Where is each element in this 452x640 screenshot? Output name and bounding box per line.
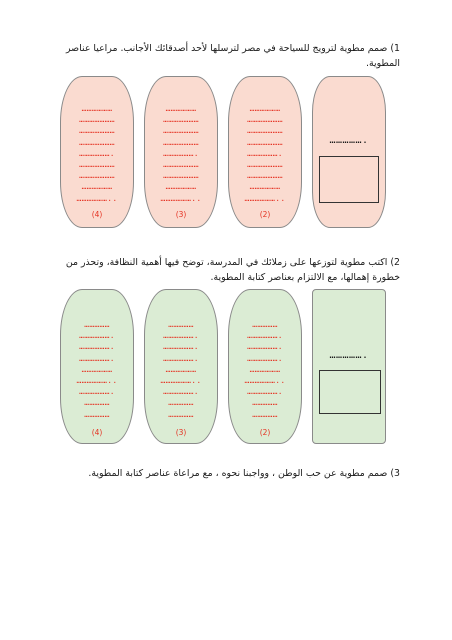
brochure-1-panel-3	[144, 76, 218, 228]
brochure-2-panel-3	[144, 289, 218, 444]
panel-dotted-lines: ……………… ………………… ………………… ………………… ………………. ………………… ………………… ……………… ………………..	[76, 104, 118, 203]
panel-number-label: (4)	[91, 210, 103, 219]
question-2-number: 2)	[390, 257, 400, 268]
panel-number-label: (4)	[91, 428, 103, 437]
panel-number-label: (2)	[259, 428, 271, 437]
cover-image-box	[319, 370, 381, 414]
panel-number-label: (3)	[175, 210, 187, 219]
brochure-1-cover-panel	[312, 76, 386, 228]
brochure-2-panel-2	[228, 289, 302, 444]
panel-dotted-lines: ……………… ………………… ………………… ………………… ………………. ………………… ………………… ……………… ………………..	[160, 104, 202, 203]
brochure-2	[60, 289, 390, 444]
panel-dotted-lines: …………… ………………. ………………. ………………. ……………… ……………….. ………………. …………… ……………	[160, 320, 202, 419]
panel-number-label: (2)	[259, 210, 271, 219]
question-3-text: صمم مطوية عن حب الوطن ، وواجبنا نحوه ، مع مراعاة عناصر كتابة المطوية.	[88, 468, 388, 479]
brochure-2-panel-4	[60, 289, 134, 444]
question-2-text: اكتب مطوية لتوزعها على زملائك في المدرسة، توضح فيها أهمية النظافة، وتحذر من خطورة إهمالها، مع الالتزام بعناصر كتابة المطوية.	[65, 257, 400, 283]
cover-title-dots: …………….	[329, 135, 369, 146]
question-1-text: صمم مطوية لترويج للسياحة في مصر لترسلها لأحد أصدقائك الأجانب. مراعيا عناصر المطوية.	[66, 43, 400, 69]
brochure-2-cover-panel	[312, 289, 386, 444]
panel-dotted-lines: …………… ………………. ………………. ………………. ……………… ……………….. ………………. …………… ……………	[244, 320, 286, 419]
cover-title-dots: …………….	[329, 350, 369, 361]
question-3-number: 3)	[390, 468, 400, 479]
brochure-1-panel-2	[228, 76, 302, 228]
panel-dotted-lines: …………… ………………. ………………. ………………. ……………… ……………….. ………………. …………… ……………	[76, 320, 118, 419]
question-3	[55, 466, 400, 481]
brochure-1	[60, 76, 390, 228]
question-2	[55, 255, 400, 285]
cover-image-box	[319, 156, 379, 203]
question-1-number: 1)	[390, 43, 400, 54]
panel-number-label: (3)	[175, 428, 187, 437]
panel-dotted-lines: ……………… ………………… ………………… ………………… ………………. ………………… ………………… ……………… ………………..	[244, 104, 286, 203]
brochure-1-panel-4	[60, 76, 134, 228]
question-1	[55, 41, 400, 71]
